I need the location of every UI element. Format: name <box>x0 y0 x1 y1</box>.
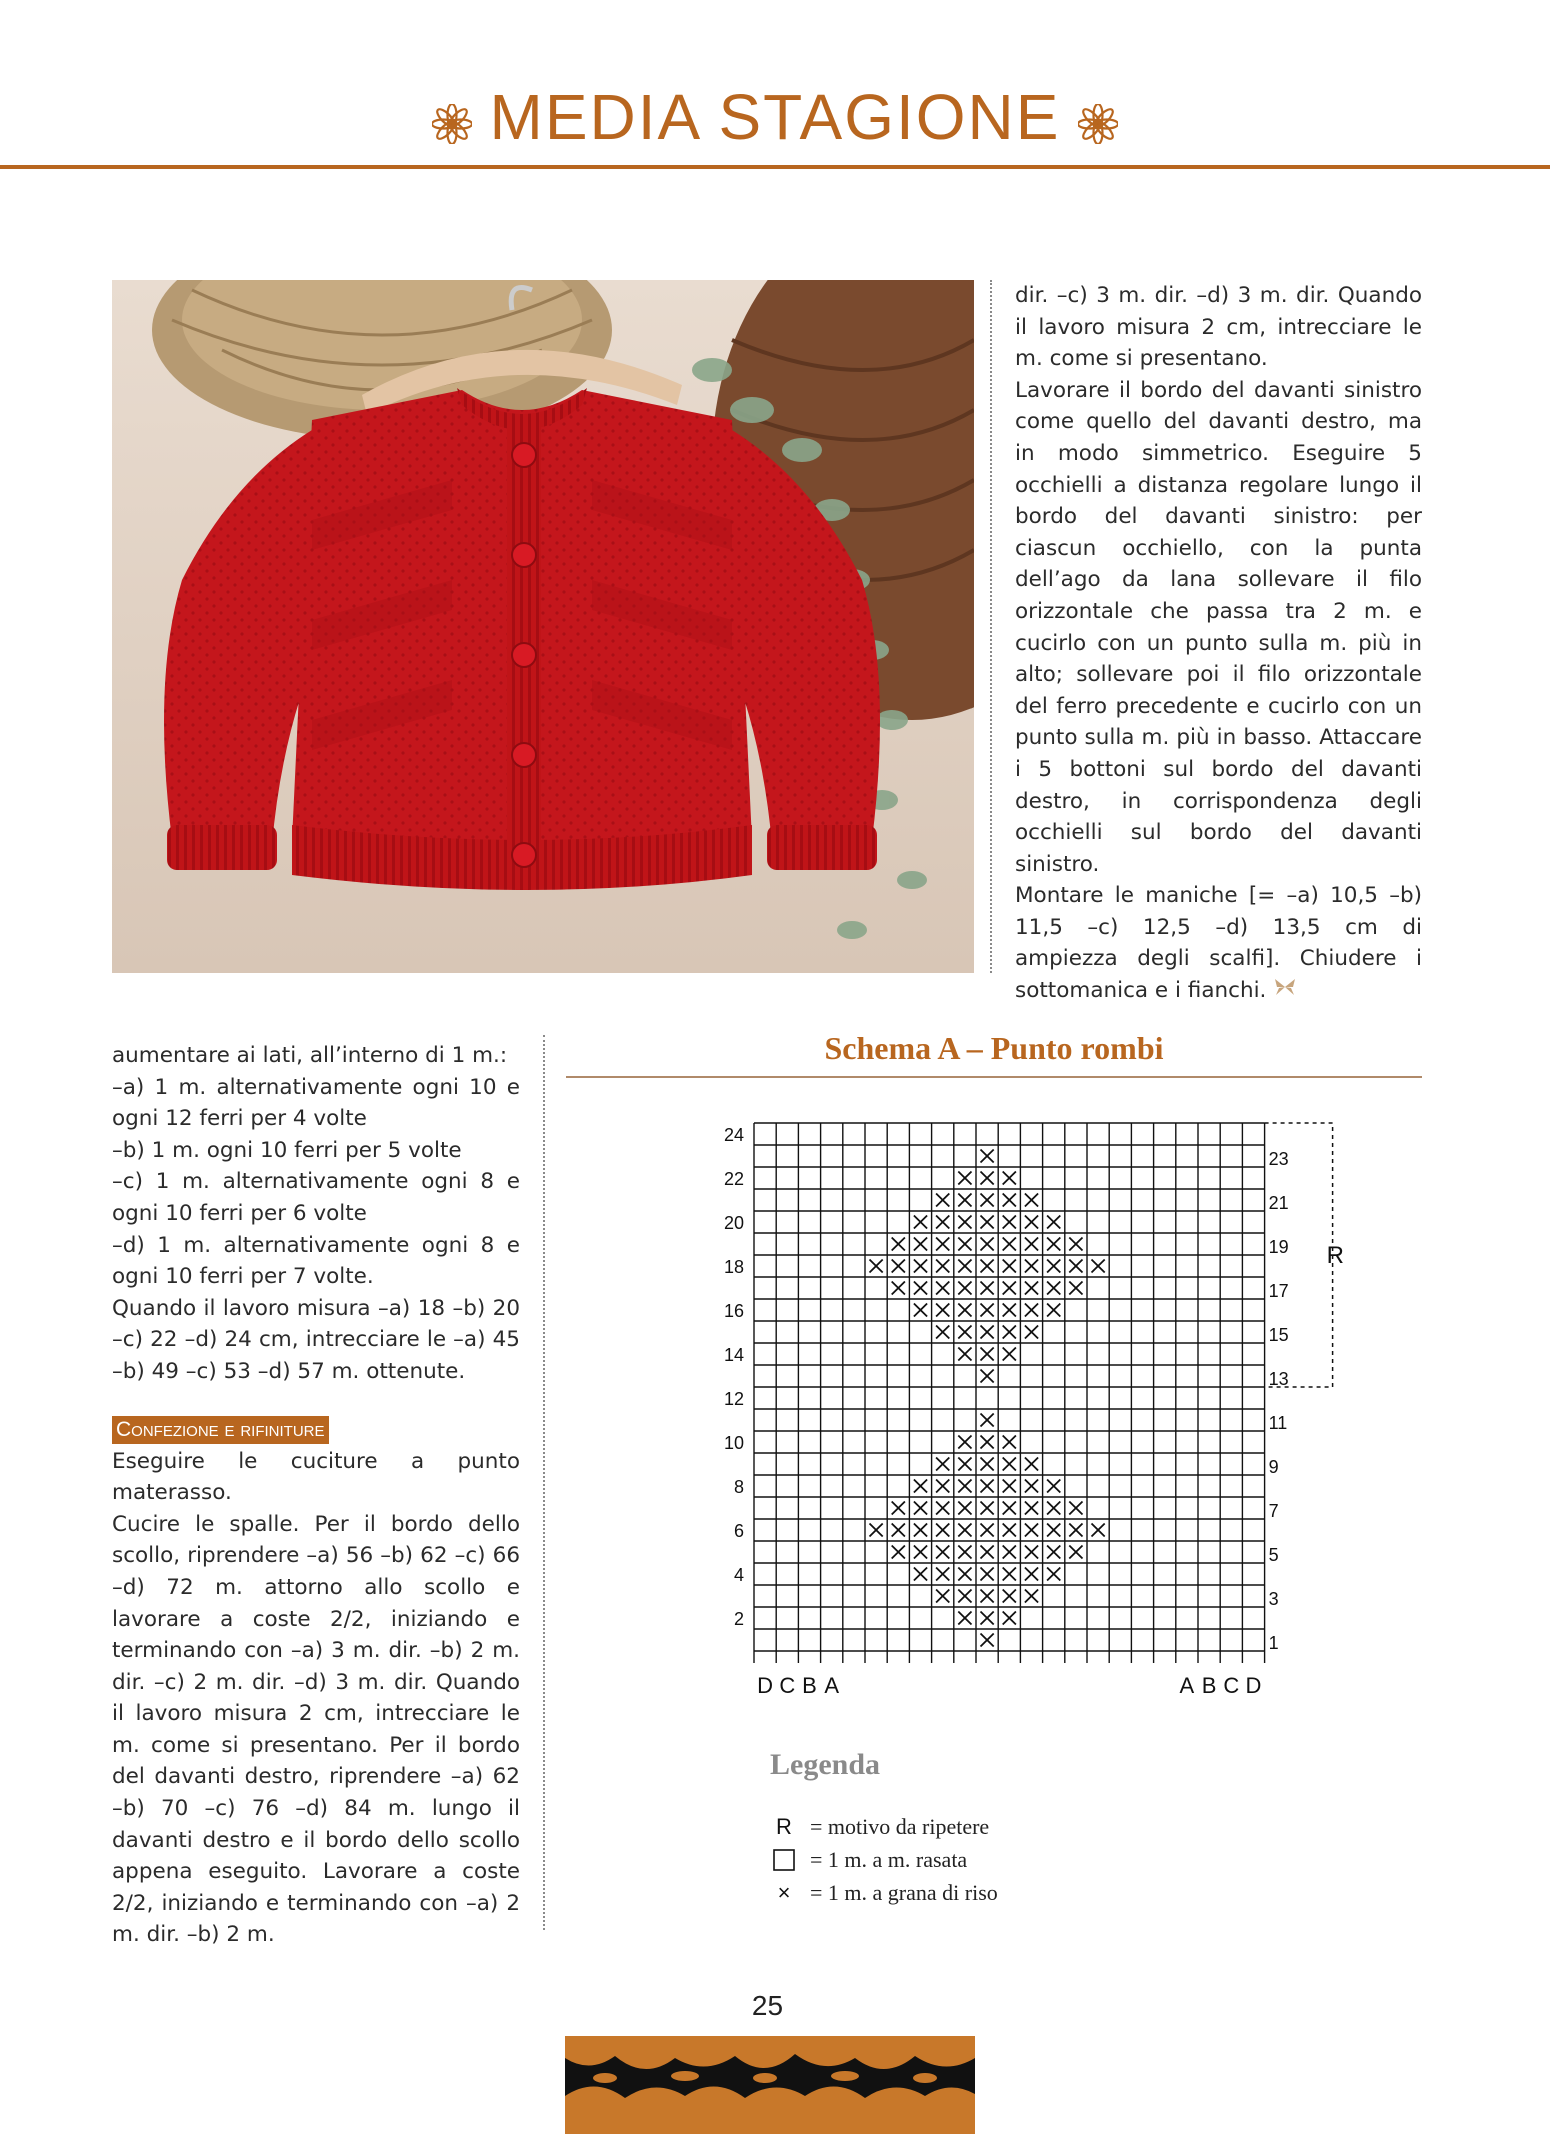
cross-mark <box>936 1546 949 1559</box>
cross-mark <box>1003 1348 1016 1361</box>
cross-mark <box>914 1282 927 1295</box>
body-paragraph <box>1015 880 1422 1007</box>
cross-mark <box>1047 1304 1060 1317</box>
column-label: A <box>824 1673 840 1698</box>
cross-mark <box>1069 1282 1082 1295</box>
cross-mark <box>1025 1480 1038 1493</box>
row-label-right: 19 <box>1268 1237 1289 1257</box>
column-separator <box>990 280 992 973</box>
schema-rule <box>566 1076 1422 1078</box>
cross-mark <box>1025 1238 1038 1251</box>
cross-mark <box>1047 1480 1060 1493</box>
cross-mark <box>958 1590 971 1603</box>
cross-mark <box>1003 1480 1016 1493</box>
cross-mark <box>1047 1568 1060 1581</box>
cross-mark <box>936 1326 949 1339</box>
legend-text: = 1 m. a grana di riso <box>810 1880 998 1905</box>
cross-icon: × <box>777 1880 791 1905</box>
column-label: B <box>1201 1673 1217 1698</box>
chart-marks <box>870 1150 1105 1647</box>
body-paragraph: Cucire le spalle. Per il bordo dello scollo, riprendere –a) 56 –b) 62 –c) 66 –d) 72 m. attorno allo scollo e lavorare a coste 2/2, iniziando e terminando con –a) 3 m. dir. –b) 2 m. dir. –c) 2 m. dir. –d) 3 m. dir. Quando il lavoro misura 2 cm, intrecciare le m. come si presentano. Per il bordo del davanti destro, riprendere –a) 62 –b) 70 –c) 76 –d) 84 m. lungo il davanti destro e il bordo dello scollo appena eseguito. Lavorare a coste 2/2, iniziando e terminando con –a) 2 m. dir. –b) 2 m. <box>112 1511 520 1948</box>
empty-square-icon <box>770 1846 798 1874</box>
cross-mark <box>1069 1524 1082 1537</box>
row-label-right: 13 <box>1268 1369 1289 1389</box>
cross-mark <box>936 1524 949 1537</box>
cross-mark <box>1003 1568 1016 1581</box>
column-label: B <box>802 1673 817 1698</box>
body-line: –c) 1 m. alternativamente ogni 8 e ogni 10 ferri per 6 volte <box>112 1169 520 1226</box>
legend-item <box>770 1845 967 1875</box>
chart-labels <box>724 1123 1344 1698</box>
row-label-right: 7 <box>1268 1501 1279 1521</box>
cross-mark <box>958 1326 971 1339</box>
cross-mark <box>1003 1282 1016 1295</box>
cross-mark <box>1047 1502 1060 1515</box>
cross-mark <box>981 1612 994 1625</box>
cross-mark <box>892 1260 905 1273</box>
body-line: Quando il lavoro misura –a) 18 –b) 20 –c) 22 –d) 24 cm, intrecciare le –a) 45 –b) 49 –c) 53 –d) 57 m. ottenute. <box>112 1295 520 1384</box>
cross-mark <box>914 1568 927 1581</box>
cross-mark <box>981 1260 994 1273</box>
cross-mark <box>936 1260 949 1273</box>
cross-mark <box>981 1150 994 1163</box>
cross-mark <box>1003 1260 1016 1273</box>
cross-mark <box>981 1282 994 1295</box>
cross-mark <box>1025 1282 1038 1295</box>
cross-mark <box>981 1436 994 1449</box>
cross-mark <box>914 1216 927 1229</box>
cross-mark <box>914 1546 927 1559</box>
cross-mark <box>914 1304 927 1317</box>
cross-mark <box>958 1216 971 1229</box>
cross-mark <box>1069 1502 1082 1515</box>
cross-mark <box>958 1172 971 1185</box>
cross-mark <box>1025 1194 1038 1207</box>
row-label-left: 22 <box>723 1169 744 1189</box>
cross-mark <box>892 1282 905 1295</box>
cross-mark <box>1003 1612 1016 1625</box>
cross-mark <box>1003 1458 1016 1471</box>
cross-mark <box>1092 1524 1105 1537</box>
row-label-left: 12 <box>723 1389 744 1409</box>
column-label: A <box>1179 1673 1195 1698</box>
cross-mark <box>981 1546 994 1559</box>
cross-mark <box>870 1524 883 1537</box>
row-label-left: 20 <box>723 1213 744 1233</box>
decorative-knit-band <box>565 2036 975 2134</box>
header-rule <box>0 165 1550 169</box>
cross-mark <box>1047 1260 1060 1273</box>
cross-mark <box>981 1414 994 1427</box>
row-label-left: 10 <box>723 1433 744 1453</box>
page-header <box>0 0 1550 172</box>
cross-mark <box>892 1546 905 1559</box>
cross-mark <box>1047 1524 1060 1537</box>
cross-mark <box>981 1634 994 1647</box>
cross-mark <box>1003 1326 1016 1339</box>
row-label-right: 23 <box>1268 1149 1289 1169</box>
row-label-left: 2 <box>733 1609 744 1629</box>
row-label-right: 1 <box>1268 1633 1279 1653</box>
cross-mark <box>936 1568 949 1581</box>
column-separator <box>543 1035 545 1930</box>
cross-mark <box>1025 1304 1038 1317</box>
cross-mark <box>981 1590 994 1603</box>
legend-item <box>770 1812 989 1842</box>
cross-mark <box>1047 1546 1060 1559</box>
cross-mark <box>1003 1502 1016 1515</box>
cross-mark <box>1003 1524 1016 1537</box>
header-title-text: MEDIA STAGIONE <box>489 81 1061 153</box>
cross-mark <box>981 1216 994 1229</box>
cross-mark <box>1069 1546 1082 1559</box>
legend-item <box>770 1878 998 1908</box>
cross-mark <box>1003 1172 1016 1185</box>
cross-mark <box>958 1304 971 1317</box>
row-label-left: 4 <box>733 1565 744 1585</box>
cross-mark <box>981 1568 994 1581</box>
cross-mark <box>958 1282 971 1295</box>
row-label-right: 15 <box>1268 1325 1289 1345</box>
row-label-left: 24 <box>723 1125 744 1145</box>
cross-mark <box>1003 1194 1016 1207</box>
section-heading: Confezione e rifiniture <box>112 1416 329 1444</box>
cross-mark <box>981 1458 994 1471</box>
cross-mark <box>958 1436 971 1449</box>
column-label: C <box>1223 1673 1240 1698</box>
cross-mark <box>981 1370 994 1383</box>
cross-mark <box>936 1590 949 1603</box>
cross-mark <box>936 1480 949 1493</box>
cross-mark <box>936 1194 949 1207</box>
cross-mark <box>958 1524 971 1537</box>
cross-mark <box>936 1238 949 1251</box>
cross-mark <box>1069 1238 1082 1251</box>
cross-mark <box>981 1524 994 1537</box>
body-paragraph: Eseguire le cuciture a punto materasso. <box>112 1448 520 1506</box>
legend-symbol-repeat: R <box>776 1814 792 1839</box>
body-line: –a) 1 m. alternativamente ogni 10 e ogni 12 ferri per 4 volte <box>112 1074 520 1132</box>
cross-mark <box>914 1502 927 1515</box>
column-label: D <box>757 1673 774 1698</box>
cross-mark <box>1025 1568 1038 1581</box>
column-label: C <box>779 1673 796 1698</box>
cross-mark <box>958 1502 971 1515</box>
cross-mark <box>1025 1502 1038 1515</box>
cross-mark <box>914 1260 927 1273</box>
cross-mark <box>1025 1260 1038 1273</box>
row-label-left: 14 <box>723 1345 744 1365</box>
cross-mark <box>958 1238 971 1251</box>
cross-mark <box>936 1282 949 1295</box>
cross-mark <box>1003 1238 1016 1251</box>
body-line: –b) 1 m. ogni 10 ferri per 5 volte <box>112 1137 462 1163</box>
row-label-right: 11 <box>1268 1413 1288 1433</box>
cross-mark <box>958 1260 971 1273</box>
cross-mark <box>981 1304 994 1317</box>
right-text-column <box>1015 280 1422 1007</box>
cross-mark <box>958 1546 971 1559</box>
cross-mark <box>981 1502 994 1515</box>
cross-mark <box>958 1568 971 1581</box>
cross-mark <box>981 1172 994 1185</box>
row-label-right: 17 <box>1268 1281 1289 1301</box>
cross-mark <box>892 1524 905 1537</box>
schema-title: Schema A – Punto rombi <box>824 1030 1164 1066</box>
cross-mark <box>1003 1436 1016 1449</box>
cross-mark <box>892 1238 905 1251</box>
cross-mark <box>958 1458 971 1471</box>
cross-mark <box>936 1458 949 1471</box>
page-number: 25 <box>751 1990 784 2021</box>
cross-mark <box>1003 1304 1016 1317</box>
body-paragraph-text: Montare le maniche [= –a) 10,5 –b) 11,5 –c) 12,5 –d) 13,5 cm di ampiezza degli scalfi]. Chiudere i sottomanica e i fianchi. <box>1015 883 1422 1004</box>
cross-mark <box>1003 1216 1016 1229</box>
cross-mark <box>1047 1282 1060 1295</box>
cross-mark <box>981 1194 994 1207</box>
body-line: –d) 1 m. alternativamente ogni 8 e ogni 10 ferri per 7 volte. <box>112 1232 520 1290</box>
row-label-right: 21 <box>1268 1193 1289 1213</box>
cross-mark <box>981 1238 994 1251</box>
chart-grid <box>754 1123 1265 1663</box>
cross-mark <box>892 1502 905 1515</box>
flower-ornament-icon <box>1078 85 1118 159</box>
row-label-left: 6 <box>733 1521 744 1541</box>
cross-mark <box>1003 1590 1016 1603</box>
cross-mark <box>936 1502 949 1515</box>
left-text-column <box>112 1040 520 1951</box>
column-label: D <box>1245 1673 1262 1698</box>
cross-mark <box>981 1480 994 1493</box>
cross-mark <box>870 1260 883 1273</box>
row-label-left: 16 <box>723 1301 744 1321</box>
row-label-right: 5 <box>1268 1545 1279 1565</box>
repeat-label: R <box>1326 1242 1344 1269</box>
row-label-right: 3 <box>1268 1589 1279 1609</box>
cross-mark <box>1092 1260 1105 1273</box>
cross-mark <box>1047 1238 1060 1251</box>
body-line: aumentare ai lati, all’interno di 1 m.: <box>112 1043 508 1068</box>
cross-mark <box>1025 1458 1038 1471</box>
cross-mark <box>981 1326 994 1339</box>
cross-mark <box>958 1612 971 1625</box>
cross-mark <box>914 1524 927 1537</box>
cardigan-photo <box>112 280 974 973</box>
row-label-right: 9 <box>1268 1457 1279 1477</box>
legend-text: = 1 m. a m. rasata <box>810 1847 968 1872</box>
row-label-left: 8 <box>733 1477 744 1497</box>
cross-mark <box>1003 1546 1016 1559</box>
cross-mark <box>1025 1546 1038 1559</box>
cross-mark <box>981 1348 994 1361</box>
cross-mark <box>958 1480 971 1493</box>
cross-mark <box>914 1238 927 1251</box>
cross-mark <box>1025 1524 1038 1537</box>
cross-mark <box>1025 1590 1038 1603</box>
legend-text: = motivo da ripetere <box>810 1814 990 1839</box>
cross-mark <box>1047 1216 1060 1229</box>
knitting-chart <box>700 1105 1360 1725</box>
cross-mark <box>1025 1326 1038 1339</box>
cross-mark <box>914 1480 927 1493</box>
cross-mark <box>958 1348 971 1361</box>
butterfly-icon <box>1273 975 1297 1007</box>
cross-mark <box>936 1304 949 1317</box>
cross-mark <box>1069 1260 1082 1273</box>
body-paragraph: Lavorare il bordo del davanti sinistro come quello del davanti destro, ma in modo simmetrico. Eseguire 5 occhielli a distanza regolare lungo il bordo del davanti sinistro: per ciascun occhiello, con la punta dell’ago da lana sollevare il filo orizzontale che passa tra 2 m. e cucirlo con un punto sulla m. più in alto; sollevare poi il filo orizzontale del ferro precedente e cucirlo con un punto sulla m. più in basso. Attaccare i 5 bottoni sul bordo del davanti destro, in corrispondenza degli occhielli sul bordo del davanti sinistro. <box>1015 377 1422 877</box>
cross-mark <box>936 1216 949 1229</box>
legend-title: Legenda <box>770 1748 881 1781</box>
row-label-left: 18 <box>723 1257 744 1277</box>
cross-mark <box>1025 1216 1038 1229</box>
body-paragraph: dir. –c) 3 m. dir. –d) 3 m. dir. Quando il lavoro misura 2 cm, intrecciare le m. come si presentano. <box>1015 283 1422 372</box>
header-title <box>0 80 1550 159</box>
flower-ornament-icon <box>432 85 472 159</box>
cross-mark <box>958 1194 971 1207</box>
